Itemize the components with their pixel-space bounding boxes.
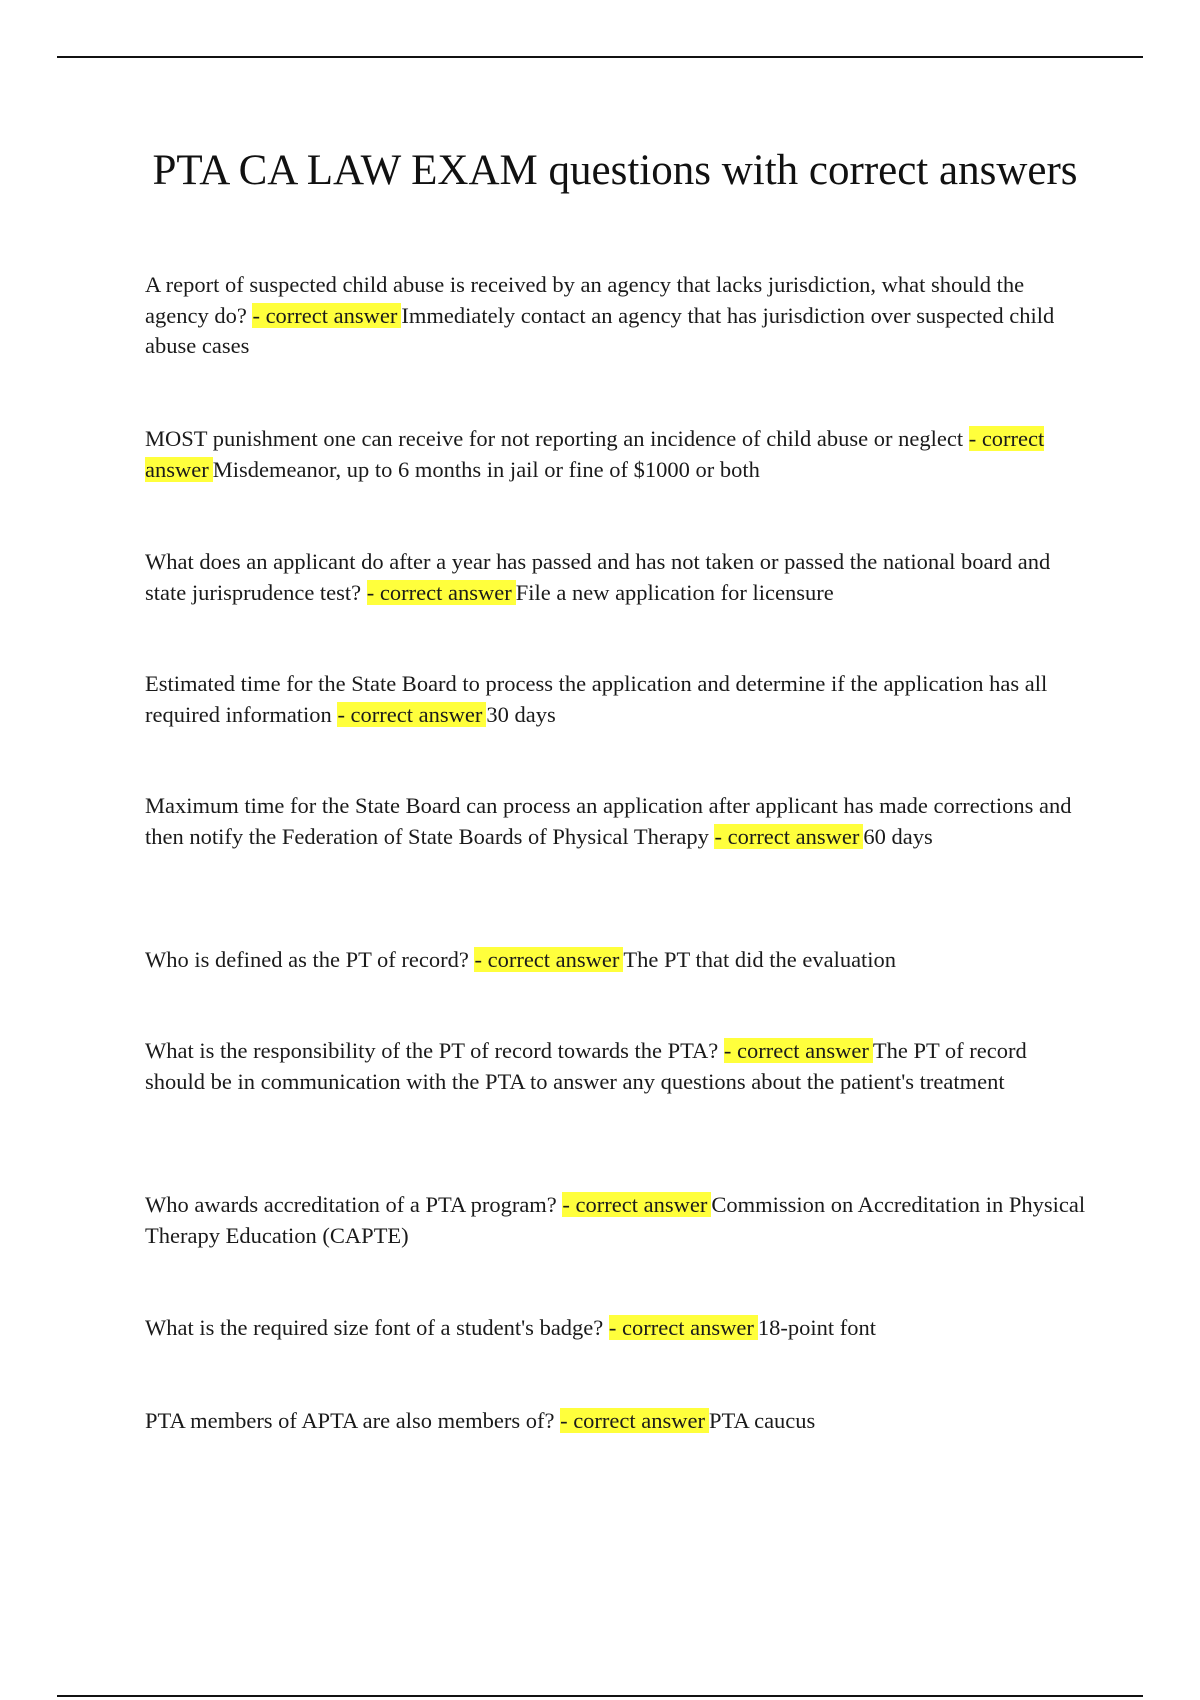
- question-text: What does an applicant do after a year has passed and has not taken or passed the national board and state jurisprudence test?: [145, 549, 1051, 605]
- correct-answer-marker: - correct answer: [252, 303, 401, 328]
- question-text: PTA members of APTA are also members of?: [145, 1408, 555, 1433]
- answer-text: Immediately contact an agency that has jurisdiction over suspected child abuse cases: [145, 302, 1055, 358]
- answer-text: 18-point font: [757, 1315, 876, 1340]
- correct-answer-marker: - correct answer: [724, 1038, 873, 1063]
- answer-text: The PT of record should be in communication with the PTA to answer any questions about the patient's treatment: [145, 1038, 1027, 1094]
- correct-answer-marker: - correct answer: [145, 426, 1045, 482]
- question-text: Who is defined as the PT of record?: [145, 947, 469, 972]
- correct-answer-marker: - correct answer: [609, 1315, 758, 1340]
- question-text: Maximum time for the State Board can process an application after applicant has made corrections and then notify the Federation of State Boards of Physical Therapy: [145, 793, 1072, 849]
- question-text: What is the required size font of a student's badge?: [145, 1315, 604, 1340]
- correct-answer-marker: - correct answer: [562, 1192, 711, 1217]
- question-text: MOST punishment one can receive for not reporting an incidence of child abuse or neglect: [145, 426, 964, 451]
- qa-item: [145, 547, 1090, 608]
- qa-item: [145, 669, 1090, 730]
- answer-text: File a new application for licensure: [515, 579, 834, 605]
- answer-text: The PT that did the evaluation: [623, 947, 897, 972]
- qa-item: [145, 424, 1090, 485]
- answer-text: Misdemeanor, up to 6 months in jail or fine of $1000 or both: [212, 456, 760, 482]
- qa-item: [145, 1313, 1090, 1344]
- qa-item: [145, 1406, 1090, 1437]
- answer-text: Commission on Accreditation in Physical Therapy Education (CAPTE): [145, 1192, 1086, 1248]
- correct-answer-marker: - correct answer: [714, 824, 863, 849]
- qa-item: [145, 1190, 1090, 1251]
- question-text: Who awards accreditation of a PTA program?: [145, 1192, 557, 1217]
- answer-text: 60 days: [863, 823, 933, 849]
- qa-item: [145, 1036, 1090, 1097]
- question-text: A report of suspected child abuse is received by an agency that lacks jurisdiction, what should the agency do?: [145, 272, 1025, 328]
- correct-answer-marker: - correct answer: [367, 580, 516, 605]
- answer-text: PTA caucus: [709, 1408, 816, 1433]
- correct-answer-marker: - correct answer: [474, 947, 623, 972]
- answer-text: 30 days: [486, 701, 556, 727]
- footer-rule: [57, 1695, 1143, 1697]
- question-text: What is the responsibility of the PT of record towards the PTA?: [145, 1038, 719, 1063]
- qa-item: [145, 270, 1090, 362]
- question-text: Estimated time for the State Board to process the application and determine if the application has all required information: [145, 671, 1048, 727]
- qa-item: [145, 945, 1090, 976]
- correct-answer-marker: - correct answer: [337, 702, 486, 727]
- correct-answer-marker: - correct answer: [560, 1408, 709, 1433]
- qa-item: [145, 791, 1090, 852]
- header-rule: [57, 56, 1143, 58]
- document-title: PTA CA LAW EXAM questions with correct answers: [152, 147, 1078, 194]
